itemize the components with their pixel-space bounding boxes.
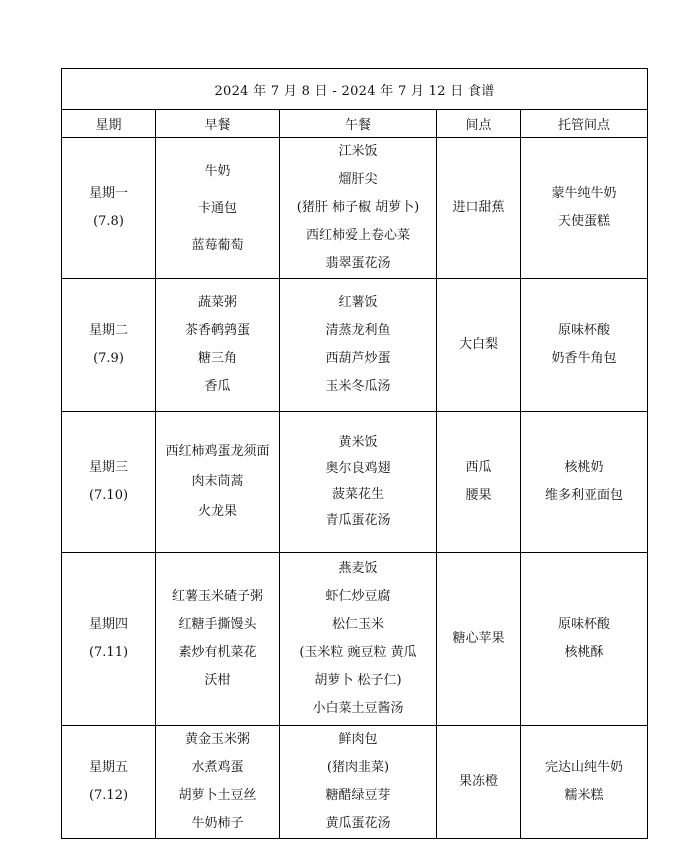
day-label: 星期三	[88, 460, 128, 475]
day-date: (7.12)	[88, 788, 129, 803]
care-snack-cell	[521, 412, 648, 553]
breakfast-cell	[156, 412, 280, 553]
header-day: 星期	[62, 110, 156, 138]
lunch-item: 熘肝尖	[338, 172, 378, 187]
snack-cell	[437, 138, 521, 279]
care-snack-cell	[521, 138, 648, 279]
lunch-item: 小白菜土豆酱汤	[312, 701, 404, 716]
day-date: (7.11)	[88, 645, 129, 660]
header-breakfast: 早餐	[156, 110, 280, 138]
lunch-item: (猪肉韭菜)	[326, 760, 390, 775]
breakfast-item: 蔬菜粥	[197, 295, 237, 310]
breakfast-item: 沃柑	[204, 673, 231, 688]
lunch-item: 西葫芦炒蛋	[325, 351, 391, 366]
lunch-item: 黄瓜蛋花汤	[325, 816, 391, 831]
day-label: 星期二	[88, 323, 128, 338]
snack-item: 大白梨	[458, 337, 498, 352]
snack-item: 腰果	[465, 488, 492, 503]
day-cell	[62, 412, 156, 553]
care-snack-item: 糯米糕	[564, 788, 604, 803]
lunch-item: 糖醋绿豆芽	[325, 788, 391, 803]
breakfast-item: 水煮鸡蛋	[191, 760, 244, 775]
day-cell	[62, 138, 156, 279]
header-care-snack: 托管间点	[521, 110, 648, 138]
breakfast-cell	[156, 138, 280, 279]
snack-cell	[437, 726, 521, 839]
menu-title: 2024 年 7 月 8 日 - 2024 年 7 月 12 日 食谱	[62, 69, 648, 110]
breakfast-item: 火龙果	[197, 504, 237, 519]
snack-cell	[437, 553, 521, 726]
snack-item: 果冻橙	[458, 774, 498, 789]
lunch-item: 胡萝卜 松子仁)	[314, 673, 402, 688]
breakfast-item: 肉末茼蒿	[191, 474, 244, 489]
table-row	[62, 138, 648, 279]
lunch-cell	[280, 726, 437, 839]
breakfast-cell	[156, 726, 280, 839]
care-snack-item: 蒙牛纯牛奶	[551, 186, 617, 201]
care-snack-item: 维多利亚面包	[545, 488, 624, 503]
header-snack: 间点	[437, 110, 521, 138]
care-snack-cell	[521, 726, 648, 839]
lunch-item: (玉米粒 豌豆粒 黄瓜	[299, 645, 417, 660]
lunch-item: 青瓜蛋花汤	[325, 513, 391, 528]
care-snack-cell	[521, 279, 648, 412]
breakfast-item: 红糖手撕馒头	[178, 617, 257, 632]
day-cell	[62, 726, 156, 839]
breakfast-item: 香瓜	[204, 379, 231, 394]
care-snack-item: 完达山纯牛奶	[545, 760, 624, 775]
table-row	[62, 412, 648, 553]
breakfast-cell	[156, 553, 280, 726]
care-snack-item: 原味杯酸	[558, 323, 611, 338]
lunch-item: 黄米饭	[338, 435, 378, 450]
header-row	[62, 110, 648, 138]
header-lunch: 午餐	[280, 110, 437, 138]
breakfast-item: 牛奶	[204, 163, 231, 179]
breakfast-item: 糖三角	[197, 351, 237, 366]
lunch-item: 玉米冬瓜汤	[325, 379, 391, 394]
table-row	[62, 553, 648, 726]
breakfast-item: 卡通包	[197, 200, 237, 216]
lunch-cell	[280, 412, 437, 553]
day-date: (7.10)	[88, 488, 129, 503]
breakfast-item: 牛奶柿子	[191, 816, 244, 831]
day-date: (7.9)	[93, 351, 124, 366]
breakfast-item: 蓝莓葡萄	[191, 237, 244, 253]
day-label: 星期五	[88, 760, 128, 775]
breakfast-item: 红薯玉米碴子粥	[171, 589, 263, 604]
lunch-item: 翡翠蛋花汤	[325, 256, 391, 271]
care-snack-item: 奶香牛角包	[551, 351, 617, 366]
breakfast-item: 黄金玉米粥	[184, 732, 250, 747]
breakfast-cell	[156, 279, 280, 412]
lunch-item: 清蒸龙利鱼	[325, 323, 391, 338]
menu-table	[61, 68, 648, 839]
care-snack-cell	[521, 553, 648, 726]
snack-cell	[437, 279, 521, 412]
snack-item: 进口甜蕉	[452, 200, 505, 215]
snack-item: 糖心苹果	[452, 631, 505, 646]
day-cell	[62, 279, 156, 412]
breakfast-item: 胡萝卜土豆丝	[178, 788, 257, 803]
table-row	[62, 726, 648, 839]
day-date: (7.8)	[93, 214, 124, 229]
table-row	[62, 279, 648, 412]
lunch-item: 江米饭	[338, 144, 378, 159]
snack-cell	[437, 412, 521, 553]
care-snack-item: 核桃酥	[564, 645, 604, 660]
day-cell	[62, 553, 156, 726]
lunch-item: 鲜肉包	[338, 732, 378, 747]
snack-item: 西瓜	[465, 460, 492, 475]
care-snack-item: 天使蛋糕	[558, 214, 611, 229]
day-label: 星期四	[88, 617, 128, 632]
day-label: 星期一	[88, 186, 128, 201]
lunch-item: 燕麦饭	[338, 561, 378, 576]
lunch-cell	[280, 138, 437, 279]
breakfast-item: 茶香鹌鹑蛋	[184, 323, 250, 338]
breakfast-item: 素炒有机菜花	[178, 645, 257, 660]
lunch-item: 奥尔良鸡翅	[325, 461, 391, 476]
lunch-item: 西红柿爱上卷心菜	[305, 228, 410, 243]
lunch-item: 菠菜花生	[331, 487, 384, 502]
lunch-cell	[280, 279, 437, 412]
lunch-cell	[280, 553, 437, 726]
care-snack-item: 原味杯酸	[558, 617, 611, 632]
care-snack-item: 核桃奶	[564, 460, 604, 475]
lunch-item: 松仁玉米	[331, 617, 384, 632]
lunch-item: (猪肝 柿子椒 胡萝卜)	[296, 200, 420, 215]
lunch-item: 红薯饭	[338, 295, 378, 310]
breakfast-item: 西红柿鸡蛋龙须面	[165, 444, 270, 459]
lunch-item: 虾仁炒豆腐	[325, 589, 391, 604]
